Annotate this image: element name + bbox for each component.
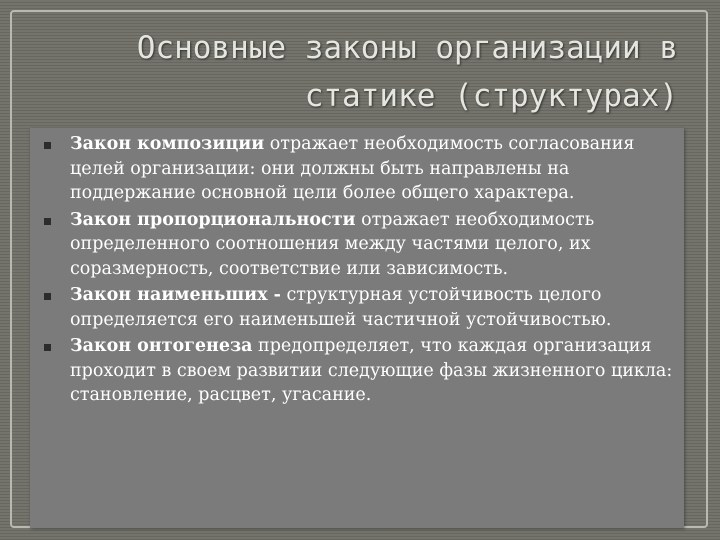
square-bullet-icon bbox=[44, 344, 51, 351]
law-description: отражает необходимость определенного соотношения между частями целого, их соразмерность, соответствие или зависимость. bbox=[70, 209, 595, 279]
law-description: предопределяет, что каждая организация проходит в своем развитии следующие фазы жизненного цикла: становление, расцвет, угасание. bbox=[70, 336, 673, 405]
square-bullet-icon bbox=[44, 218, 51, 225]
law-item-ontogenesis bbox=[44, 334, 680, 408]
square-bullet-icon bbox=[44, 293, 51, 300]
content-panel bbox=[30, 128, 684, 528]
law-item-proportionality bbox=[44, 208, 680, 282]
law-term: Закон наименьших - bbox=[70, 285, 281, 305]
square-bullet-icon bbox=[44, 142, 51, 149]
law-term: Закон онтогенеза bbox=[70, 336, 253, 356]
law-term: Закон пропорциональности bbox=[70, 209, 356, 230]
laws-list bbox=[30, 128, 684, 408]
law-description: структурная устойчивость целого определяется его наименьшей частичной устойчивостью. bbox=[70, 285, 612, 330]
slide-title-line-2: статике (структурах) bbox=[304, 78, 678, 114]
law-item-least bbox=[44, 283, 680, 332]
law-description: отражает необходимость согласования целей организации: они должны быть направлены на поддержание основной цели более общего характера. bbox=[70, 134, 635, 203]
law-item-composition bbox=[44, 132, 680, 206]
law-term: Закон композиции bbox=[70, 134, 265, 154]
slide-title bbox=[60, 24, 678, 120]
slide-title-line-1: Основные законы организации в bbox=[136, 30, 678, 66]
